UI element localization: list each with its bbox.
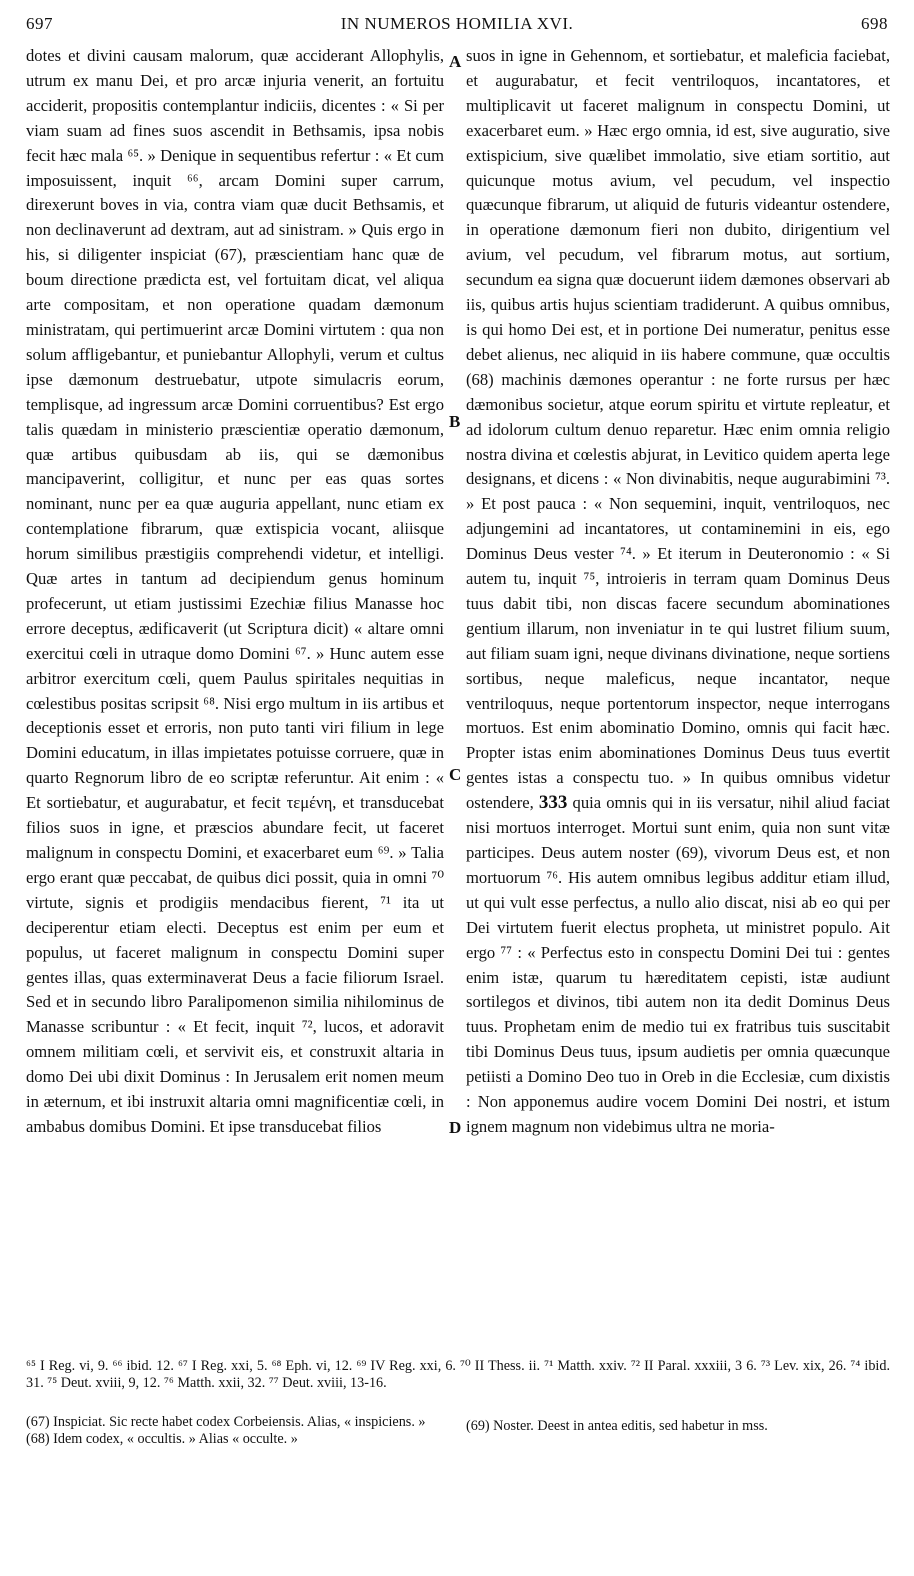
page-number-left: 697 bbox=[26, 14, 53, 33]
margin-marker-a: A bbox=[449, 52, 462, 71]
left-column bbox=[26, 44, 444, 1356]
critical-notes-right bbox=[466, 1418, 890, 1435]
running-title: IN NUMEROS HOMILIA XVI. bbox=[340, 14, 574, 33]
margin-marker-c: C bbox=[449, 765, 462, 784]
scripture-references bbox=[26, 1358, 890, 1392]
right-column-text bbox=[466, 44, 890, 1140]
page-marker: 333 bbox=[538, 792, 568, 814]
margin-marker-b: B bbox=[449, 412, 461, 431]
right-column bbox=[466, 44, 890, 1356]
left-column-text: dotes et divini causam malorum, quæ acciderant Allophylis, utrum ex manu Dei, et pro arcæ injuria venerit, an fortuitu acciderit, propositis contemplantur indiciis, dicentes : « Si per viam suam ad fines suos ascendit in Bethsamis, ipsa nobis fecit hæc mala ⁶⁵. » Denique in sequentibus refertur : « Et cum imposuissent, inquit ⁶⁶, arcam Domini super carrum, direxerunt boves in via, contra viam quæ ducit Bethsamis, et non declinaverunt ad dextram, aut ad sinistram. » Quis ergo in his, si diligenter inspiciat (67), præscientiam hanc quæ de boum directione prædicta est, vel fortuitam dicat, vel aliqua arte compositam, et non operatione quadam dæmonum ministratam, qui pertimuerint arcæ Domini virtutem : qua non solum affligebantur, et puniebantur Allophyli, verum et cultus ipse dæmonum destruebatur, utpote simulacris eorum, templisque, ad ingressum arcæ Domini corruentibus? Est ergo talis quædam in ministerio præscientiæ operatio dæmonum, quæ artibus quibusdam ab iis, qui se dæmonibus mancipaverint, colligitur, et nunc per eas quas sortes nominant, nunc per ea quæ auguria appellant, nunc etiam ex contemplatione fibrarum, quæ extispicia vocant, aliisque horum similibus præstigiis comprehendi videtur, et intelligi. Quæ artes in tantum ad decipiendum genus hominum profecerunt, ut etiam justissimi Ezechiæ filius Manasse hoc errore deceptus, ædificaverit (ut Scriptura dicit) « altare omni exercitui cœli in utraque domo Domini ⁶⁷. » Hunc autem esse arbitror exercitum cœli, quem Paulus spiritales nequitias in cœlestibus positas scripsit ⁶⁸. Nisi ergo multum in iis artibus et deceptionis esset et erroris, non puto tanti viri filium in lege Domini educatum, in illas impietates potuisse corruere, quæ in quarto Regnorum libro de eo scriptæ referuntur. Ait enim : « Et sortiebatur, et augurabatur, et fecit τεμένη, et transducebat filios suos in igne, et præscios abundare fecit, ut faceret malignum in conspectu Domini, et exacerbaret eum ⁶⁹. » Talia ergo erant quæ peccabat, de quibus dici possit, quia in omni ⁷⁰ virtute, signis et prodigiis mendacibus fierent, ⁷¹ ita ut deciperentur etiam electi. Deceptus est enim per eum et populus, ut faceret malignum in conspectu Domini super gentes illas, quas exterminaverat Deus a facie filiorum Israel. Sed et in secundo libro Paralipomenon similia nihilominus de Manasse scribuntur : « Et fecit, inquit ⁷², lucos, et adoravit omnem militiam cœli, et servivit eis, et construxit altaria in domo Dei ubi dixit Dominus : In Jerusalem erit nomen meum in æternum, et ibi instruxit altaria omni magnificentiæ cœli, in ambabus domibus Domini. Et ipse transducebat filios bbox=[26, 46, 444, 1136]
critical-notes-left bbox=[26, 1414, 444, 1448]
critical-note-68: (68) Idem codex, « occultis. » Alias « occulte. » bbox=[26, 1431, 298, 1447]
margin-marker-d: D bbox=[449, 1118, 462, 1137]
critical-note-67: (67) Inspiciat. Sic recte habet codex Corbeiensis. Alias, « inspiciens. » bbox=[26, 1414, 426, 1430]
references-text: ⁶⁵ I Reg. vi, 9. ⁶⁶ ibid. 12. ⁶⁷ I Reg. xxi, 5. ⁶⁸ Eph. vi, 12. ⁶⁹ IV Reg. xxi, 6. ⁷⁰ II Thess. ii. ⁷¹ Matth. xxiv. ⁷² II Paral. xxxiii, 3 6. ⁷³ Lev. xix, 26. ⁷⁴ ibid. 31. ⁷⁵ Deut. xviii, 9, 12. ⁷⁶ Matth. xxii, 32. ⁷⁷ Deut. xviii, 13-16. bbox=[26, 1358, 890, 1391]
running-header bbox=[26, 14, 888, 38]
critical-note-69: (69) Noster. Deest in antea editis, sed habetur in mss. bbox=[466, 1418, 768, 1434]
right-column-part-1: suos in igne in Gehennom, et sortiebatur, et maleficia faciebat, et augurabatur, et fecit ventriloquos, incantatores, et multiplicavit ut faceret malignum in conspectu Domini, ut exacerbaret eum. » Hæc ergo omnia, id est, sive auguratio, sive extispicium, sive quælibet immolatio, sive etiam sortitio, aut quicunque motus avium, vel pecudum, vel inspectio quæcunque fibrarum, ut aliquid de futuris videantur ostendere, in operatione dæmonum fieri non dubito, dirigentium vel avium, vel pecudum, vel fibrarum motus, aut sortium, secundum ea signa quæ docuerunt iidem dæmones observari ab iis, quibus artis hujus scientiam tradiderunt. A quibus omnibus, is qui homo Dei est, et in portione Dei numeratur, penitus esse debet alienus, nec aliquid in iis habere commune, quæ occultis (68) machinis dæmones operantur : ne forte rursus per hæc dæmonibus societur, atque eorum spiritu et virtute repleatur, et ad idolorum cultum denuo reparetur. Hæc enim omnia religio nostra divina et cœlestis abjurat, in Levitico quidem aperta lege designans, et dicens : « Non divinabitis, neque augurabimini ⁷³. » Et post pauca : « Non sequemini, inquit, ventriloquos, nec adjungemini ad incantatores, ut contaminemini in eis, ego Dominus Deus vester ⁷⁴. » Et iterum in Deuteronomio : « Si autem tu, inquit ⁷⁵, introieris in terram quam Dominus Deus tuus dabit tibi, non discas facere secundum abominationes gentium illarum, non inveniatur in te qui lustret filium suum, aut filiam suam igni, neque divinans divinatione, neque sortiens sortibus, neque maleficus, neque incantator, neque ventriloquus, neque portentorum inspector, neque interrogans mortuos. Est enim abominatio Domino, omnis qui facit hæc. Propter istas enim abominationes Dominus Deus tuus evertit gentes istas a conspectu tuo. » In quibus omnibus videtur ostendere, bbox=[466, 46, 890, 813]
right-column-part-2: quia omnis qui in iis versatur, nihil aliud faciat nisi mortuos interroget. Mortui sunt enim, quia non sunt vitæ participes. Deus autem noster (69), vivorum Deus est, et non mortuorum ⁷⁶. His autem omnibus legibus additur etiam illud, ut qui vult esse perfectus, a nullo alio discat, nisi ab eo qui per Dei virtutem fuerit electus propheta, ut ministret populo. Ait ergo ⁷⁷ : « Perfectus esto in conspectu Domini Dei tui : gentes enim istæ, quarum tu hæreditatem cepisti, istæ audiunt sortilegos et divinos, tibi autem non ita dedit Dominus Deus tuus. Prophetam enim de medio tui ex fratribus tuis suscitabit tibi Dominus Deus tuus, ipsum audietis per omnia quæcunque petiisti a Domino Deo tuo in Oreb in die Ecclesiæ, cum dixistis : Non apponemus audire vocem Domini Dei nostri, et istum ignem magnum non videbimus ultra ne moria- bbox=[466, 793, 890, 1136]
page-number-right: 698 bbox=[861, 14, 888, 33]
